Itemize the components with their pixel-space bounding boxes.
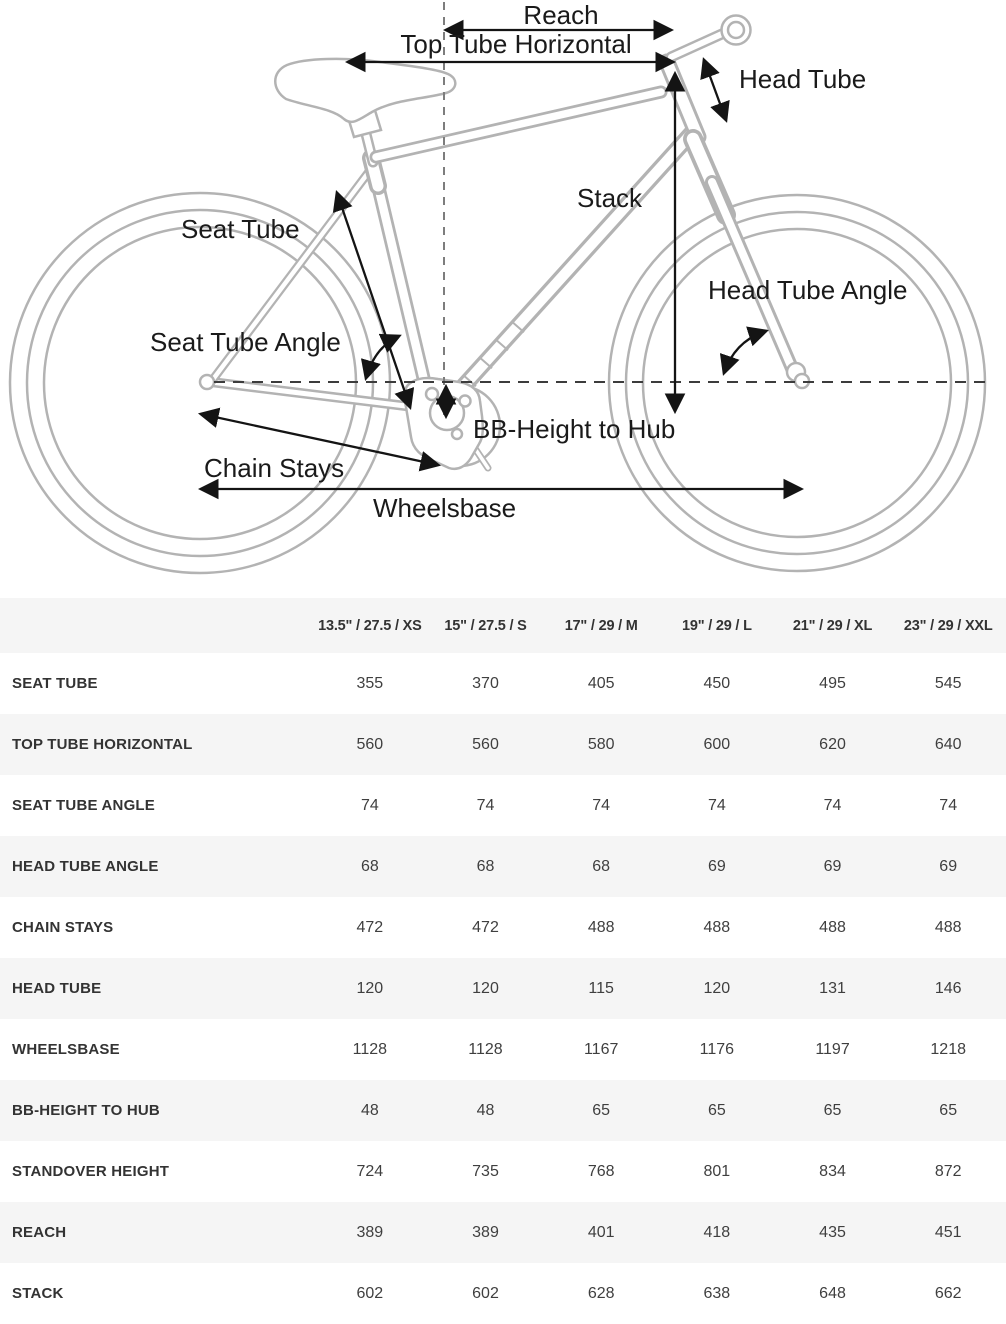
geometry-value-cell: 602	[472, 1284, 499, 1302]
table-row	[0, 714, 1006, 775]
head-tube-angle-arc	[724, 331, 766, 373]
geometry-value-cell: 488	[934, 918, 962, 936]
geometry-row-label: STACK	[12, 1285, 64, 1302]
geometry-value-cell: 1128	[468, 1040, 503, 1058]
geometry-row-label: SEAT TUBE ANGLE	[12, 797, 156, 814]
table-row	[0, 1019, 1006, 1080]
geometry-value-cell: 131	[819, 979, 846, 997]
geometry-table	[0, 598, 1006, 1324]
geometry-value-cell: 801	[703, 1162, 731, 1180]
geometry-value-cell: 120	[356, 979, 384, 997]
dimension-labels	[150, 0, 908, 523]
geometry-value-cell: 640	[934, 735, 962, 753]
geometry-value-cell: 74	[707, 796, 726, 814]
saddle	[275, 59, 455, 137]
table-row	[0, 897, 1006, 958]
geometry-value-cell: 602	[356, 1284, 384, 1302]
handlebar-grip	[722, 16, 751, 45]
geometry-value-cell: 488	[703, 918, 731, 936]
geometry-value-cell: 560	[472, 735, 499, 753]
geometry-value-cell: 405	[587, 674, 615, 692]
geometry-value-cell: 389	[356, 1223, 384, 1241]
geometry-value-cell: 472	[472, 918, 499, 936]
table-row	[0, 1141, 1006, 1202]
geometry-value-cell: 638	[703, 1284, 731, 1302]
geometry-value-cell: 628	[587, 1284, 615, 1302]
geometry-value-cell: 68	[476, 857, 495, 875]
table-row	[0, 958, 1006, 1019]
table-row	[0, 1080, 1006, 1141]
geometry-value-cell: 435	[819, 1223, 846, 1241]
geometry-value-cell: 120	[472, 979, 499, 997]
table-row	[0, 1202, 1006, 1263]
geometry-value-cell: 120	[703, 979, 731, 997]
top-tube-horizontal-label: Top Tube Horizontal	[400, 29, 632, 59]
reach-label: Reach	[523, 0, 599, 30]
geometry-value-cell: 834	[819, 1162, 846, 1180]
table-row	[0, 653, 1006, 714]
geometry-value-cell: 355	[356, 674, 384, 692]
geometry-value-cell: 488	[819, 918, 846, 936]
stack-label: Stack	[577, 183, 643, 213]
head-tube-arrow	[704, 60, 726, 120]
seat-tube-angle-label: Seat Tube Angle	[150, 327, 341, 357]
geometry-value-cell: 451	[934, 1223, 962, 1241]
geometry-value-cell: 69	[823, 857, 842, 875]
geometry-value-cell: 65	[939, 1101, 958, 1119]
table-header-row	[0, 598, 1006, 653]
geometry-value-cell: 495	[819, 674, 846, 692]
geometry-row-label: HEAD TUBE ANGLE	[12, 858, 159, 875]
chain-stays-label: Chain Stays	[204, 453, 345, 483]
size-column-header: 21" / 29 / XL	[792, 617, 873, 634]
geometry-value-cell: 488	[587, 918, 615, 936]
geometry-value-cell: 74	[360, 796, 379, 814]
geometry-value-cell: 401	[587, 1223, 615, 1241]
size-column-header: 17" / 29 / M	[564, 617, 638, 634]
geometry-row-label: HEAD TUBE	[12, 980, 102, 997]
geometry-value-cell: 600	[703, 735, 731, 753]
head-tube-label: Head Tube	[739, 64, 867, 94]
table-row	[0, 775, 1006, 836]
geometry-value-cell: 48	[360, 1101, 379, 1119]
size-column-header: 15" / 27.5 / S	[444, 617, 527, 634]
geometry-row-label: SEAT TUBE	[12, 675, 98, 692]
geometry-value-cell: 48	[476, 1101, 495, 1119]
geometry-value-cell: 450	[703, 674, 731, 692]
geometry-value-cell: 1167	[583, 1040, 619, 1058]
geometry-row-label: CHAIN STAYS	[12, 919, 114, 936]
geometry-value-cell: 74	[823, 796, 842, 814]
geometry-row-label: REACH	[12, 1224, 67, 1241]
geometry-value-cell: 580	[587, 735, 615, 753]
table-row	[0, 1263, 1006, 1324]
table-row	[0, 836, 1006, 897]
bike-geometry-diagram	[0, 0, 1006, 598]
geometry-value-cell: 1176	[699, 1040, 735, 1058]
geometry-value-cell: 370	[472, 674, 499, 692]
size-column-header: 19" / 29 / L	[681, 617, 752, 634]
wheelsbase-label: Wheelsbase	[373, 493, 517, 523]
geometry-value-cell: 74	[592, 796, 611, 814]
geometry-value-cell: 1128	[352, 1040, 388, 1058]
front-dropout	[787, 363, 809, 388]
geometry-value-cell: 1218	[930, 1040, 966, 1058]
geometry-value-cell: 418	[703, 1223, 731, 1241]
rear-dropout	[200, 375, 214, 389]
geometry-value-cell: 68	[592, 857, 611, 875]
geometry-value-cell: 545	[934, 674, 962, 692]
geometry-value-cell: 560	[356, 735, 384, 753]
geometry-value-cell: 735	[472, 1162, 499, 1180]
geometry-value-cell: 65	[592, 1101, 611, 1119]
size-column-header: 13.5" / 27.5 / XS	[318, 617, 422, 634]
geometry-value-cell: 69	[939, 857, 958, 875]
geometry-value-cell: 146	[934, 979, 962, 997]
geometry-value-cell: 389	[472, 1223, 499, 1241]
bb-height-to-hub-label: BB-Height to Hub	[473, 414, 676, 444]
head-tube-angle-label: Head Tube Angle	[708, 275, 908, 305]
geometry-value-cell: 65	[823, 1101, 842, 1119]
geometry-row-label: WHEELSBASE	[12, 1041, 120, 1058]
geometry-value-cell: 472	[356, 918, 384, 936]
size-column-header: 23" / 29 / XXL	[903, 617, 993, 634]
geometry-value-cell: 68	[360, 857, 379, 875]
geometry-value-cell: 620	[819, 735, 846, 753]
geometry-value-cell: 74	[476, 796, 495, 814]
geometry-value-cell: 648	[819, 1284, 846, 1302]
geometry-row-label: BB-HEIGHT TO HUB	[12, 1102, 160, 1119]
geometry-row-label: STANDOVER HEIGHT	[12, 1163, 170, 1180]
geometry-value-cell: 1197	[815, 1040, 850, 1058]
geometry-value-cell: 115	[588, 979, 614, 997]
geometry-row-label: TOP TUBE HORIZONTAL	[12, 736, 193, 753]
seat-tube-label: Seat Tube	[181, 214, 300, 244]
geometry-value-cell: 65	[707, 1101, 726, 1119]
geometry-value-cell: 724	[356, 1162, 384, 1180]
geometry-value-cell: 662	[934, 1284, 962, 1302]
geometry-value-cell: 69	[707, 857, 726, 875]
geometry-value-cell: 74	[939, 796, 958, 814]
geometry-value-cell: 872	[934, 1162, 962, 1180]
geometry-value-cell: 768	[587, 1162, 615, 1180]
